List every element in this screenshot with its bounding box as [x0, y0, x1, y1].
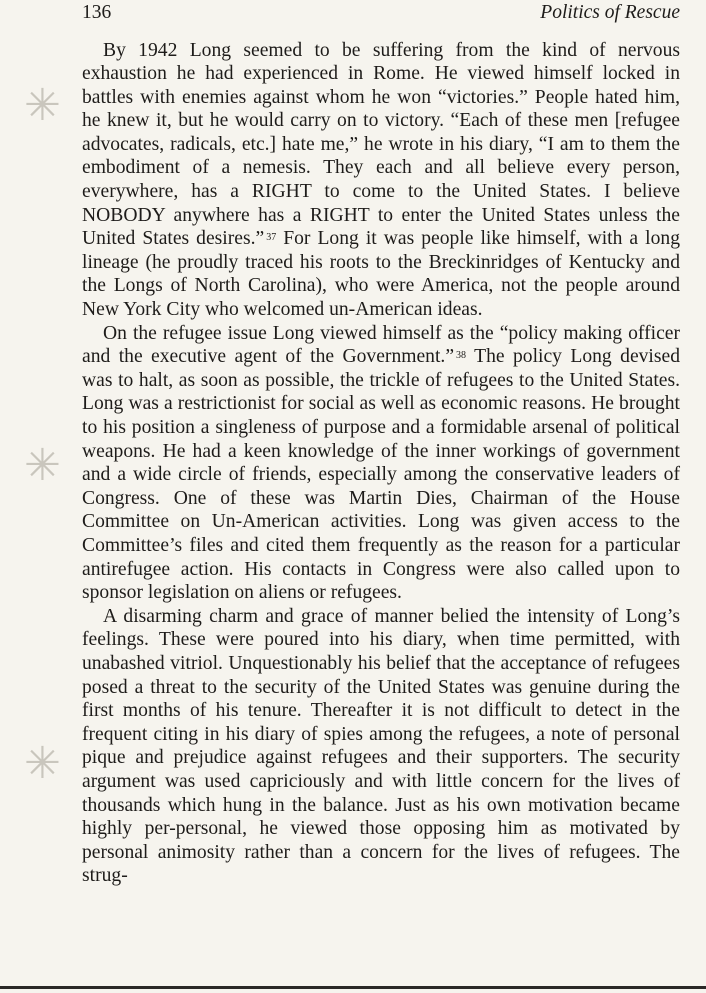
paragraph [82, 322, 680, 605]
paragraph-text: The policy Long devised was to halt, as soon as possible, the trickle of refugees to the United States. Long was a restrictionist for social as well as economic reasons. He brought to his position a singleness of purpose and a formidable arsenal of political weapons. He had a keen knowledge of the inner workings of government and a wide circle of friends, especially among the conservative leaders of Congress. One of these was Martin Dies, Chairman of the House Committee on Un-American activities. Long was given access to the Committee’s files and cited them frequently as the reason for a particular antirefugee action. His contacts in Congress were also called upon to sponsor legislation on aliens or refugees. [82, 346, 680, 604]
footnote-reference: 37 [266, 232, 277, 244]
paragraph-text: By 1942 Long seemed to be suffering from the kind of nervous exhaustion he had experienced in Rome. He viewed himself locked in battles with enemies against whom he won “victories.” People hated him, he knew it, but he would carry on to victory. “Each of these men [refugee advocates, radicals, etc.] hate me,” he wrote in his diary, “I am to them the embodiment of a nemesis. They each and all believe every person, everywhere, has a RIGHT to come to the United States. I believe NOBODY anywhere has a RIGHT to enter the United States unless the United States desires.” [82, 39, 680, 250]
page-header [82, 2, 680, 28]
running-head: Politics of Rescue [540, 2, 680, 23]
paragraph-text: For Long it was people like himself, with a long lineage (he proudly traced his roots to the Breckinridges of Kentucky and the Longs of North Carolina), who were America, not the people around New York City who welcomed un-American ideas. [82, 228, 680, 321]
paragraph [82, 605, 680, 888]
footnote-reference: 38 [456, 350, 467, 362]
paragraph [82, 39, 680, 322]
paragraph-text: On the refugee issue Long viewed himself as the “policy making officer and the executive agent of the Government.” [82, 322, 680, 368]
page-number: 136 [82, 2, 112, 23]
asterisk-mark-icon: ✳ [24, 738, 61, 789]
paragraph-text: A disarming charm and grace of manner belied the intensity of Long’s feelings. These were poured into his diary, when time permitted, with unabashed vitriol. Unquestionably his belief that the acceptance of refugees posed a threat to the security of the United States was genuine during the first months of his tenure. Thereafter it is not difficult to detect in the frequent citing in his diary of spies among the refugees, a note of personal pique and prejudice against refugees and their supporters. The security argument was used capriciously and with little concern for the lives of thousands which hung in the balance. Just as his own motivation became highly per-personal, he viewed those opposing him as motivated by personal animosity rather than a concern for the lives of refugees. The strug- [82, 605, 680, 887]
bottom-border [0, 986, 706, 989]
body-text [82, 39, 680, 888]
asterisk-mark-icon: ✳ [24, 80, 61, 131]
asterisk-mark-icon: ✳ [24, 440, 61, 491]
